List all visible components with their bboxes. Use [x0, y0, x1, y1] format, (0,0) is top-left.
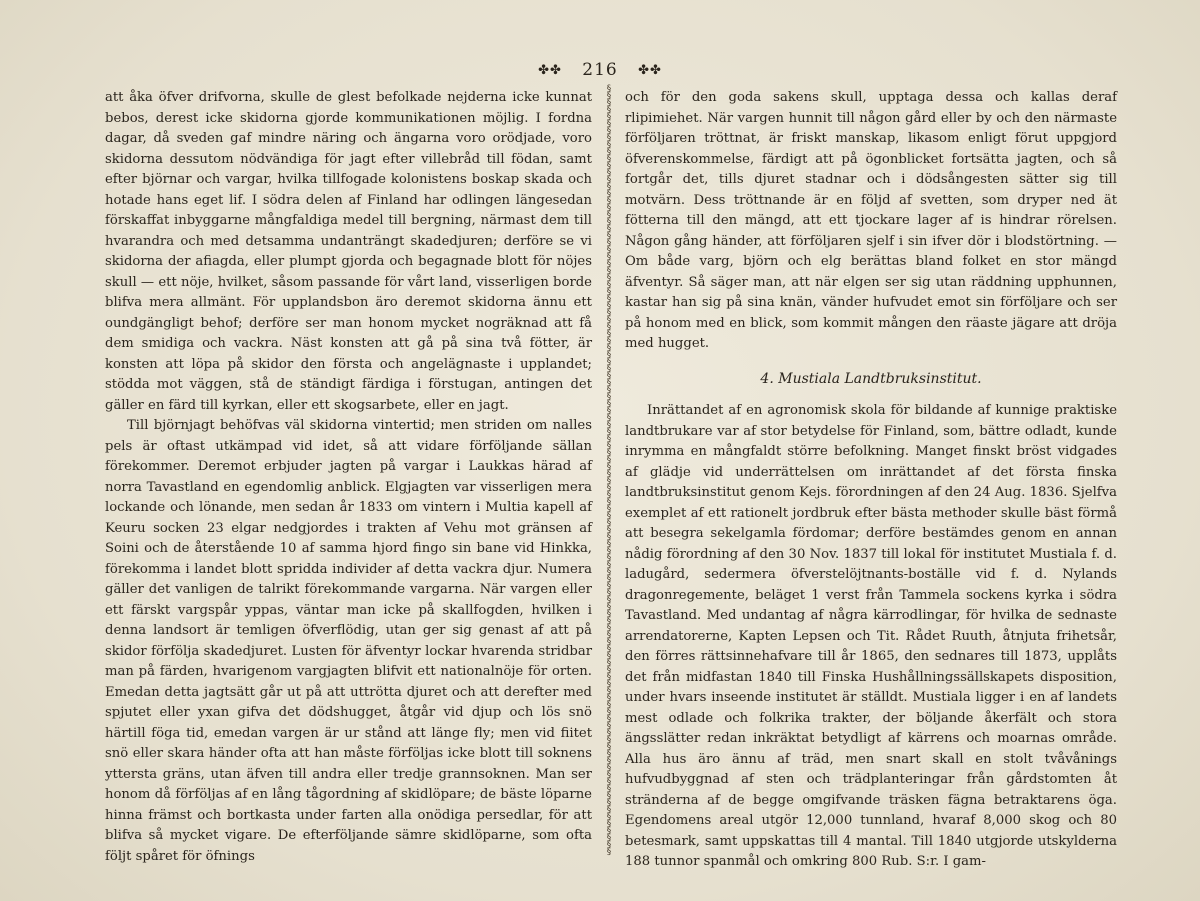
- right-paragraph-1: och för den goda sakens skull, upptaga dessa och kallas deraf rlipimiehet. När vargen hunnit till någon gård eller by och den närmaste förföljaren tröttnat, är friskt manskap, likasom enligt förut uppgjord öfverenskommelse, färdigt att på ögonblicket fortsätta jagten, och så fortgår det, tills djuret stadnar och i dödsångesten sätter sig till motvärn. Dess tröttnande är en följd af svetten, som dryper ned ät fötterna till den mängd, att ett tjockare lager af is hindrar rörelsen. Någon gång händer, att förföljaren sjelf i sin ifver dör i blodstörtning. — Om både varg, björn och elg berättas bland folket en stor mängd äfventyr. Så säger man, att när elgen ser sig utan räddning upphunnen, kastar han sig på sina knän, vänder hufvudet emot sin förföljare och ser på honom med en blick, som kommit mången den räaste jägare att dröja med hugget.: [625, 90, 1117, 351]
- page-number: 216: [582, 60, 618, 80]
- right-column: [625, 88, 1117, 873]
- left-paragraph-1: att åka öfver drifvorna, skulle de glest befolkade nejderna icke kunnat bebos, derest icke skidorna gjorde kommunikationen möjlig. I fordna dagar, då sveden gaf mindre näring och ängarna voro orödjade, voro skidorna dessutom nödvändiga för jagt efter villebråd till födan, samt efter björnar och vargar, hvilka tillfogade kolonistens boskap skada och hotade hans eget lif. I södra delen af Finland har odlingen längesedan förskaffat inbyggarne mångfaldiga medel till bergning, närmast dem till hvarandra och med detsamma undanträngt skadedjuren; derföre se vi skidorna der afiagda, eller plumpt gjorda och begagnade blott för nöjes skull — ett nöje, hvilket, såsom passande för vårt land, visserligen borde blifva mera allmänt. För upplandsbon äro deremot skidorna ännu ett oundgängligt behof; derföre ser man honom mycket nogräknad att få dem smidiga och vackra. Näst konsten att gå på sina två fötter, är konsten att löpa på skidor den första och angelägnaste i upplandet; stödda mot väggen, stå de ständigt färdiga i förstugan, antingen det gäller en färd till kyrkan, eller ett skogsarbete, eller en jagt.: [105, 90, 592, 413]
- ornament-left: ✤✤: [538, 63, 562, 78]
- ornament-right: ✤✤: [638, 63, 662, 78]
- right-paragraph-2: Inrättandet af en agronomisk skola för bildande af kunnige praktiske landtbrukare var af stor betydelse för Finland, som, bättre odladt, kunde inrymma en mångfaldt större befolkning. Manget finskt bröst vidgades af glädje vid underrättelsen om inrättandet af det första finska landtbruksinstitut genom Kejs. förordningen af den 24 Aug. 1836. Sjelfva exemplet af ett rationelt jordbruk efter bästa methoder skulle bäst förmå att besegra sekelgamla fördomar; derföre bestämdes genom en annan nådig förordning af den 30 Nov. 1837 till lokal för institutet Mustiala f. d. ladugård, sedermera öfverstelöjtnants-boställe vid f. d. Nylands dragonregemente, beläget 1 verst från Tammela sockens kyrka i södra Tavastland. Med undantag af några kärrodlingar, för hvilka de sednaste arrendatorerne, Kapten Lepsen och Tit. Rådet Ruuth, åtnjuta frihetsår, den förres rättsinnehafvare till år 1865, den sednares till 1873, upplåts det från midfastan 1840 till Finska Hushållningssällskapets disposition, under hvars inseende institutet är ställdt. Mustiala ligger i en af landets mest odlade och folkrika trakter, der böljande åkerfält och stora ängsslätter redan inkräktat betydligt af kärrens och moarnas område. Alla hus äro ännu af träd, men snart skall en stolt tvåvånings hufvudbyggnad af sten och trädplanteringar från gårdstomten åt stränderna af de begge omgifvande träsken fägna betraktarens öga. Egendomens areal utgör 12,000 tunnland, hvaraf 8,000 skog och 80 betesmark, samt uppskattas till 4 mantal. Till 1840 utgjorde utskylderna 188 tunnor spanmål och omkring 800 Rub. S:r. I gam-: [625, 403, 1117, 869]
- left-column: [105, 88, 592, 867]
- column-divider: § § § § § § § § § § § § § § § § § § § § § § § § § § § § § § § § § § § § § § § § § § § § § § § § § § § § § § § § § § § § § § § § § § § § § § § § § § § § § § § § § § § § § § § § § § § § § § § § § § § § § § § § § § § § § §: [606, 84, 612, 857]
- section-title: 4. Mustiala Landtbruksinstitut.: [760, 370, 982, 387]
- page-header: [0, 60, 1200, 80]
- left-paragraph-2: Till björnjagt behöfvas väl skidorna vintertid; men striden om nalles pels är oftast utkämpad vid idet, så att vidare förföljande sällan förekommer. Deremot erbjuder jagten på vargar i Laukkas härad af norra Tavastland en egendomlig anblick. Elgjagten var visserligen mera lockande och lönande, men sedan år 1833 om vintern i Multia kapell af Keuru socken 23 elgar nedgjordes i trakten af Vehu mot gränsen af Soini och de återstående 10 af samma hjord fingo sin bane vid Hinkka, förekomma i landet blott spridda individer af detta vackra djur. Numera gäller det vanligen de talrikt förekommande vargarna. När vargen eller ett färskt vargspår yppas, väntar man icke på skallfogden, hvilken i denna landsort är temligen öfverflödig, utan ger sig genast af att på skidor förfölja skadedjuret. Lusten för äfventyr lockar hvarenda stridbar man på färden, hvarigenom vargjagten blifvit ett nationalnöje för orten. Emedan detta jagtsätt går ut på att uttrötta djuret och att derefter med spjutet eller yxan gifva det dödshugget, åtgår vid djup och lös snö härtill föga tid, emedan vargen är ur stånd att länge fly; men vid fiitet snö eller skara händer ofta att han måste förföljas icke blott till soknens yttersta gräns, utan äfven till andra eller tredje grannsoknen. Man ser honom då förföljas af en lång tågordning af skidlöpare; de bäste löparne hinna främst och bortkasta under farten alla onödiga persedlar, för att blifva så mycket vigare. De efterföljande sämre skidlöparne, som ofta följt spåret för öfnings: [105, 418, 592, 864]
